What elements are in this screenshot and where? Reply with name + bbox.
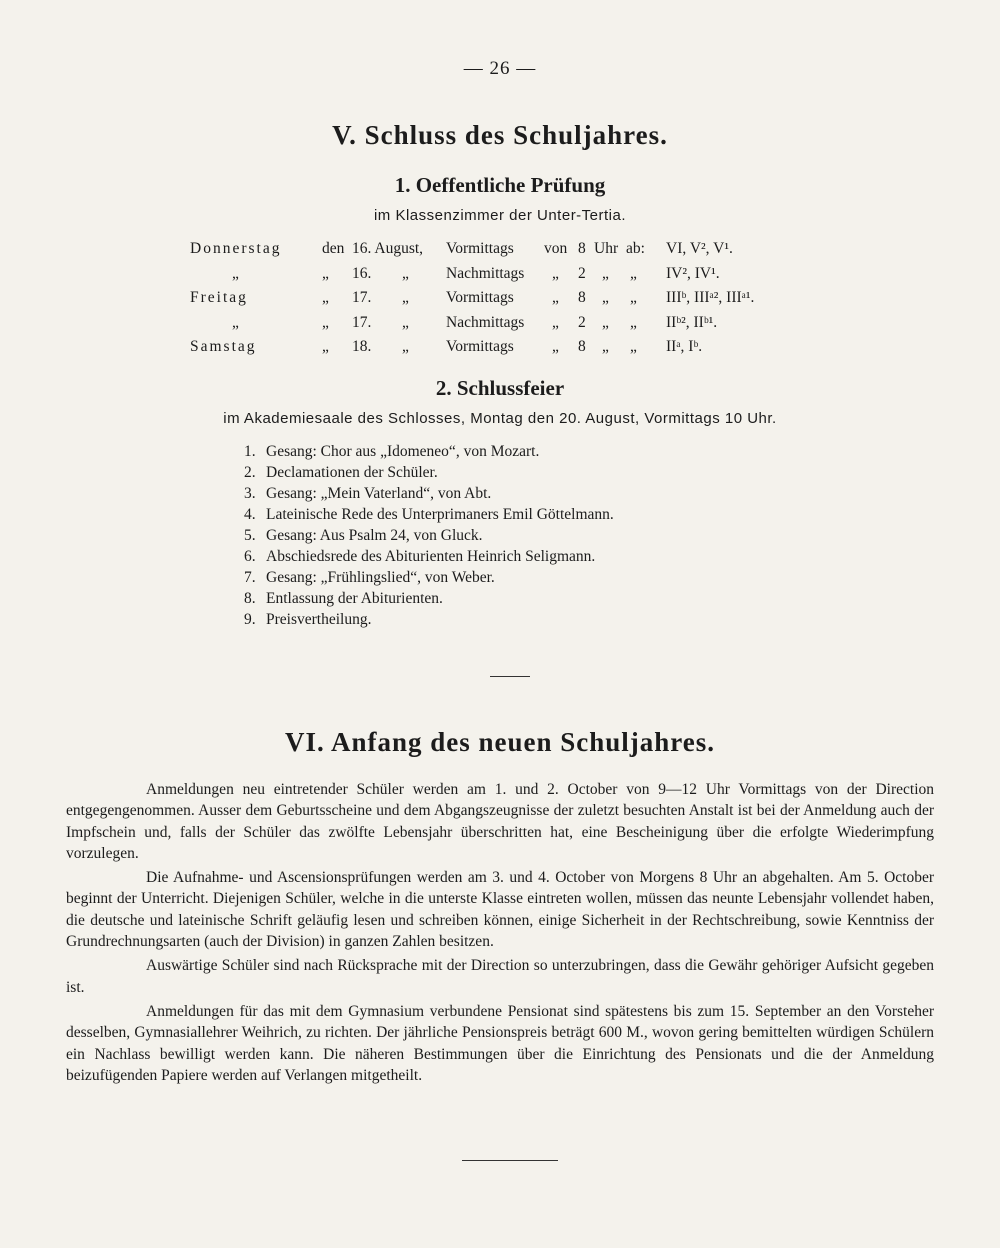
- program-item: 2. Declamationen der Schüler.: [244, 464, 438, 481]
- program-item: 8. Entlassung der Abiturienten.: [244, 590, 443, 607]
- section-5-title: V. Schluss des Schuljahres.: [332, 120, 668, 150]
- section-6-body: [66, 779, 934, 1089]
- program-item: 7. Gesang: „Frühlingslied“, von Weber.: [244, 569, 495, 586]
- program-item: 9. Preisvertheilung.: [244, 611, 372, 628]
- part-1-heading: 1. Oeffentliche Prüfung: [394, 173, 606, 197]
- paragraph: Auswärtige Schüler sind nach Rücksprache mit der Direction so unterzubringen, dass die Gewähr gehöriger Aufsicht gegeben ist.: [66, 957, 934, 996]
- section-divider: [490, 676, 530, 677]
- part-2-location: im Akademiesaale des Schlosses, Montag den 20. August, Vormittags 10 Uhr.: [223, 410, 777, 427]
- program-item: 1. Gesang: Chor aus „Idomeneo“, von Mozart.: [244, 443, 540, 460]
- paragraph: Die Aufnahme- und Ascensionsprüfungen werden am 3. und 4. October von Morgens 8 Uhr an abgehalten. Am 5. October beginnt der Unterricht. Diejenigen Schüler, welche in die unterste Klasse eintreten wollen, müssen das neunte Lebensjahr vollendet haben, die deutsche und lateinische Schrift geläufig lesen und schreiben können, einige Sicherheit in der Rechtschreibung, sowie Kenntniss der Grundrechnungsarten (auch der Division) in ganzen Zahlen besitzen.: [66, 869, 934, 951]
- section-6-title: VI. Anfang des neuen Schuljahres.: [284, 727, 716, 757]
- paragraph: Anmeldungen für das mit dem Gymnasium verbundene Pensionat sind spätestens bis zum 15. September an den Vorsteher desselben, Gymnasiallehrer Weihrich, zu richten. Der jährliche Pensionspreis beträgt 600 M., wovon gering bemittelten würdigen Schülern ein Nachlass bewilligt werden kann. Die näheren Bestimmungen über die Einrichtung des Pensionats und die der Anmeldung beizufügenden Papiere werden auf Verlangen mitgetheilt.: [66, 1002, 934, 1084]
- document-page: — 26 — V. Schluss des Schuljahres. 1. Oeffentliche Prüfung im Klassenzimmer der Unter-Tertia. Donnerstag den 16. August, Vormittags von 8 Uhr ab: VI, V², V¹. „ „ 16. „ Nachmittags „ 2 „ „ IV², IV¹. Freitag „ 17. „ Vormittags „ 8 „ „ IIIᵇ, IIIᵃ², IIIᵃ¹. „ „ 17. „ Nachmittags „ 2 „ „ IIᵇ², IIᵇ¹. Samstag „ 18. „ Vormittags „ 8 „ „ IIᵃ, Iᵇ. 2. Schlussfeier im Akademiesaale des Schlosses, Montag den 20. August, Vormittags 10 Uhr. 1. Gesang: Chor aus „Idomeneo“, von Mozart. 2. Declamationen der Schüler. 3. Gesang: „Mein Vaterland“, von Abt. 4. Lateinische Rede des Unterprimaners Emil Göttelmann. 5. Gesang: Aus Psalm 24, von Gluck. 6. Abschiedsrede des Abiturienten Heinrich Seligmann. 7. Gesang: „Frühlingslied“, von Weber. 8. Entlassung der Abiturienten. 9. Preisvertheilung. VI. Anfang des neuen Schuljahres. Anmeldungen neu eintretender Schüler werden am 1. und 2. October von 9—12 Uhr Vormittags von der Direction entgegengenommen. Ausser dem Geburtsscheine und dem Abgangszeugnisse der zuletzt besuchten Anstalt ist bei der Anmeldung auch der Impfschein und, falls der Schüler das zwölfte Lebensjahr überschritten hat, eine Bescheinigung über die erfolgte Wiederimpfung vorzulegen. Die Aufnahme- und Ascensionsprüfungen werden am 3. und 4. October von Morgens 8 Uhr an abgehalten. Am 5. October beginnt der Unterricht. Diejenigen Schüler, welche in die unterste Klasse eintreten wollen, müssen das neunte Lebensjahr vollendet haben, die deutsche und lateinische Schrift geläufig lesen und schreiben können, einige Sicherheit in der Rechtschreibung, sowie Kenntniss der Grundrechnungsarten (auch der Division) in ganzen Zahlen besitzen. Auswärtige Schüler sind nach Rücksprache mit der Direction so unterzubringen, dass die Gewähr gehöriger Aufsicht gegeben ist. Anmeldungen für das mit dem Gymnasium verbundene Pensionat sind spätestens bis zum 15. September an den Vorsteher desselben, Gymnasiallehrer Weihrich, zu richten. Der jährliche Pensionspreis beträgt 600 M., wovon gering bemittelten würdigen Schülern ein Nachlass bewilligt werden kann. Die näheren Bestimmungen über die Einrichtung des Pensionats und die der Anmeldung beizufügenden Papiere werden auf Verlangen mitgetheilt.: [0, 0, 1000, 1248]
- program-item: 3. Gesang: „Mein Vaterland“, von Abt.: [244, 485, 492, 502]
- program-item: 6. Abschiedsrede des Abiturienten Heinrich Seligmann.: [244, 548, 596, 565]
- program-item: 4. Lateinische Rede des Unterprimaners Emil Göttelmann.: [244, 506, 614, 523]
- end-divider: [462, 1160, 558, 1161]
- ceremony-program: [244, 443, 614, 632]
- page-number: — 26 —: [463, 58, 537, 79]
- paragraph: Anmeldungen neu eintretender Schüler werden am 1. und 2. October von 9—12 Uhr Vormittags von der Direction entgegengenommen. Ausser dem Geburtsscheine und dem Abgangszeugnisse der zuletzt besuchten Anstalt ist bei der Anmeldung auch der Impfschein und, falls der Schüler das zwölfte Lebensjahr überschritten hat, eine Bescheinigung über die erfolgte Wiederimpfung vorzulegen.: [66, 781, 934, 862]
- part-2-heading: 2. Schlussfeier: [435, 376, 565, 400]
- program-item: 5. Gesang: Aus Psalm 24, von Gluck.: [244, 527, 483, 544]
- part-1-location: im Klassenzimmer der Unter-Tertia.: [373, 207, 627, 224]
